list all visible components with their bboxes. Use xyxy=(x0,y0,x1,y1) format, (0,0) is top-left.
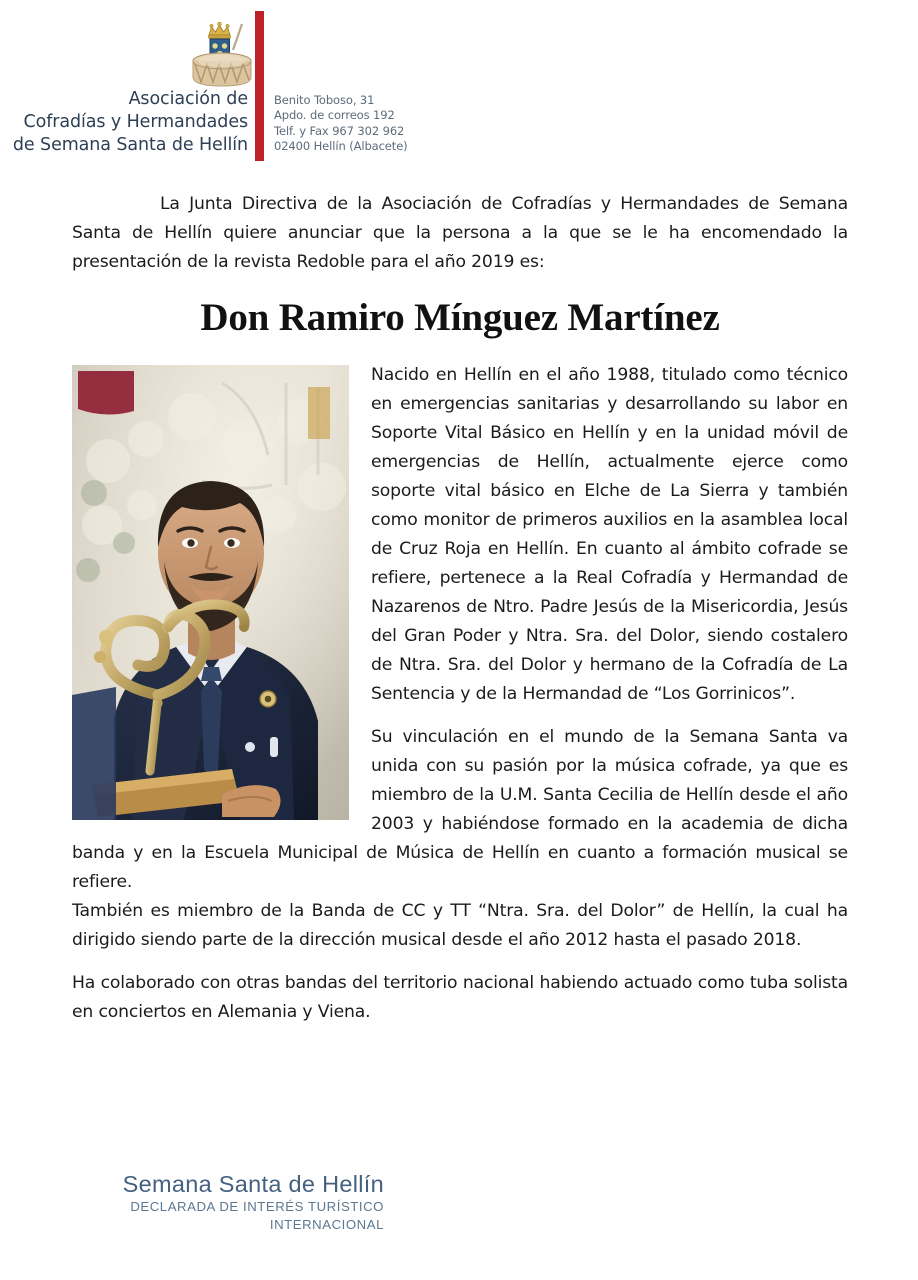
bio-paragraph-3: También es miembro de la Banda de CC y TT “Ntra. Sra. del Dolor” de Hellín, la cual ha dirigido siendo parte de la dirección musical desde el año 2012 hasta el pasado 2018. xyxy=(72,901,848,950)
contact-city: 02400 Hellín (Albacete) xyxy=(274,139,408,154)
organization-name-line-2: Cofradías y Hermandades xyxy=(23,112,248,132)
honoree-name-heading: Don Ramiro Mínguez Martínez xyxy=(200,296,720,339)
letterhead xyxy=(0,0,918,178)
contact-po-box: Apdo. de correos 192 xyxy=(274,108,395,123)
organization-name-line-3: de Semana Santa de Hellín xyxy=(12,135,248,155)
honoree-photograph xyxy=(72,365,349,820)
organization-name-line-1: Asociación de xyxy=(128,89,248,109)
bio-paragraph-1: Nacido en Hellín en el año 1988, titulado como técnico en emergencias sanitarias y desarrollando su labor en Soporte Vital Básico en Hellín y en la unidad móvil de emergencias de Hellín, actualmente ejerce como soporte vital básico en Elche de La Sierra y también como monitor de primeros auxilios en la asamblea local de Cruz Roja en Hellín. En cuanto al ámbito cofrade se refiere, pertenece a la Real Cofradía y Hermandad de Nazarenos de Ntro. Padre Jesús de la Misericordia, Jesús del Gran Poder y Ntra. Sra. del Dolor, siendo costalero de Ntra. Sra. del Dolor y hermano de la Cofradía de La Sentencia y de la Hermandad de “Los Gorrinicos”. xyxy=(371,365,848,704)
letter-body xyxy=(72,190,848,1027)
footer-logo xyxy=(84,1170,384,1234)
contact-info xyxy=(274,93,408,155)
bio-paragraph-4: Ha colaborado con otras bandas del territorio nacional habiendo actuado como tuba solista en conciertos en Alemania y Viena. xyxy=(72,973,848,1022)
footer-subtitle-line-2: INTERNACIONAL xyxy=(269,1217,384,1232)
contact-street: Benito Toboso, 31 xyxy=(274,93,375,107)
drum-with-crowned-coat-of-arms-icon xyxy=(186,16,258,92)
contact-phone: Telf. y Fax 967 302 962 xyxy=(274,123,405,138)
bio-paragraph-2: Su vinculación en el mundo de la Semana Santa va unida con su pasión por la música cofrade, ya que es miembro de la U.M. Santa Cecilia de Hellín desde el año 2003 y habiéndose formado en la academia de dicha banda y en la Escuela Municipal de Música de Hellín en cuanto a formación musical se refiere. xyxy=(72,727,848,892)
footer-title: Semana Santa de Hellín xyxy=(122,1171,384,1197)
intro-paragraph: La Junta Directiva de la Asociación de Cofradías y Hermandades de Semana Santa de Hellín quiere anunciar que la persona a la que se le ha encomendado la presentación de la revista Redoble para el año 2019 es: xyxy=(72,194,848,272)
footer-subtitle-line-1: DECLARADA DE INTERÉS TURÍSTICO xyxy=(130,1199,384,1214)
red-vertical-rule-icon xyxy=(255,11,264,161)
organization-name xyxy=(8,88,248,157)
